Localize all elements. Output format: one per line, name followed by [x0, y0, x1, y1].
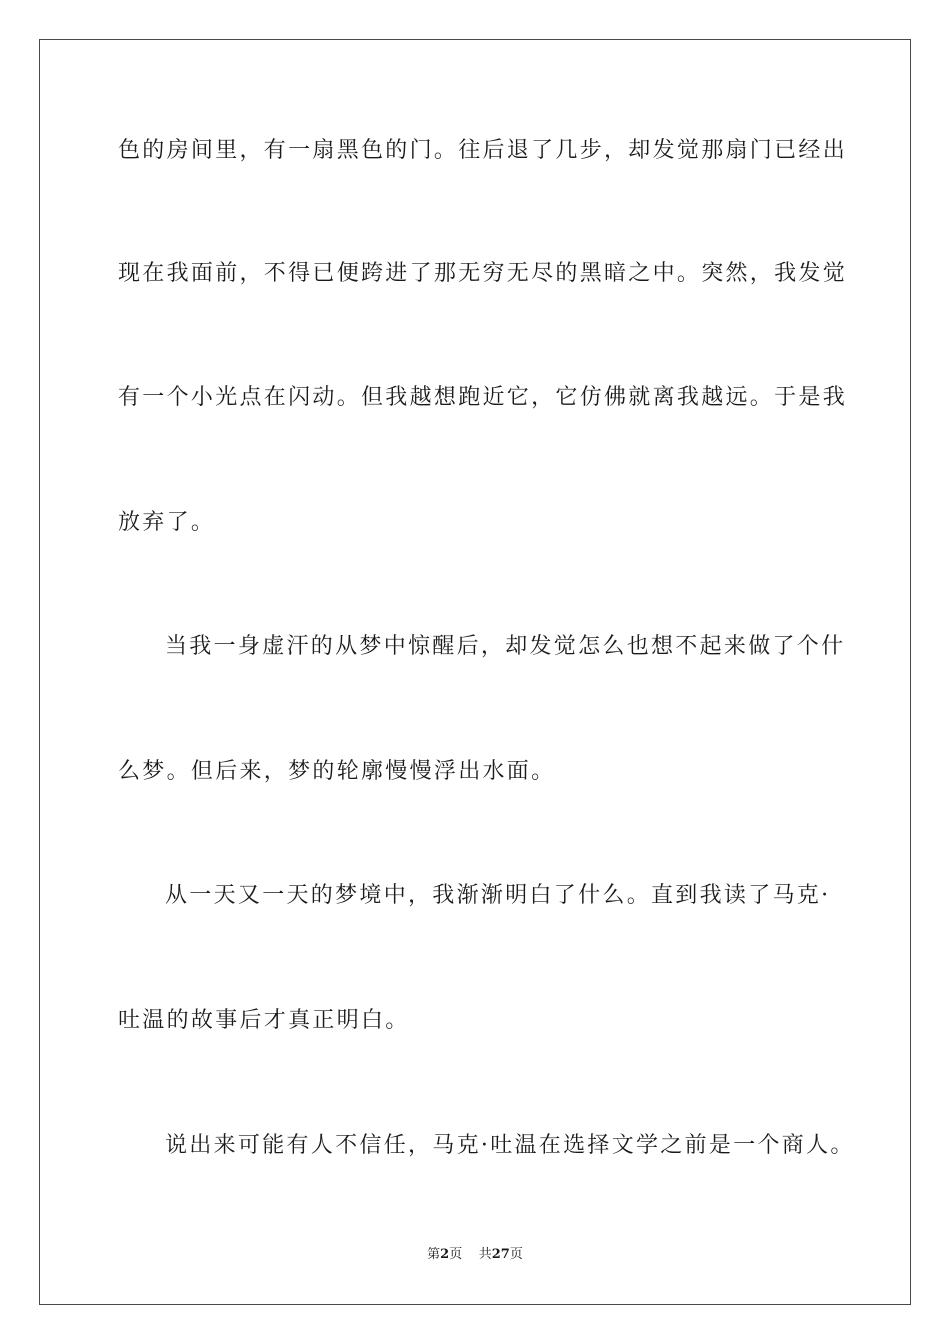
paragraph-line: 从一天又一天的梦境中，我渐渐明白了什么。直到我读了马克· [165, 883, 831, 908]
page-border [39, 39, 911, 1305]
page-footer [0, 1246, 950, 1264]
paragraph-line: 有一个小光点在闪动。但我越想跑近它，它仿佛就离我越远。于是我 [118, 385, 848, 410]
paragraph-line: 吐温的故事后才真正明白。 [118, 1008, 410, 1033]
total-label-suffix: 页 [509, 1247, 523, 1262]
page-label-suffix: 页 [449, 1247, 463, 1262]
paragraph-line: 当我一身虚汗的从梦中惊醒后，却发觉怎么也想不起来做了个什 [165, 634, 846, 659]
total-pages: 27 [491, 1247, 510, 1262]
page-label-prefix: 第 [427, 1247, 441, 1262]
paragraph-line: 现在我面前，不得已便跨进了那无穷无尽的黑暗之中。突然，我发觉 [118, 261, 848, 286]
paragraph-line: 么梦。但后来，梦的轮廓慢慢浮出水面。 [118, 759, 556, 784]
paragraph-line: 色的房间里，有一扇黑色的门。往后退了几步，却发觉那扇门已经出 [118, 138, 848, 163]
paragraph-line: 说出来可能有人不信任，马克·吐温在选择文学之前是一个商人。 [165, 1133, 855, 1158]
page-number: 2 [440, 1247, 450, 1262]
paragraph-line: 放弃了。 [118, 510, 216, 535]
total-label-prefix: 共 [478, 1247, 492, 1262]
